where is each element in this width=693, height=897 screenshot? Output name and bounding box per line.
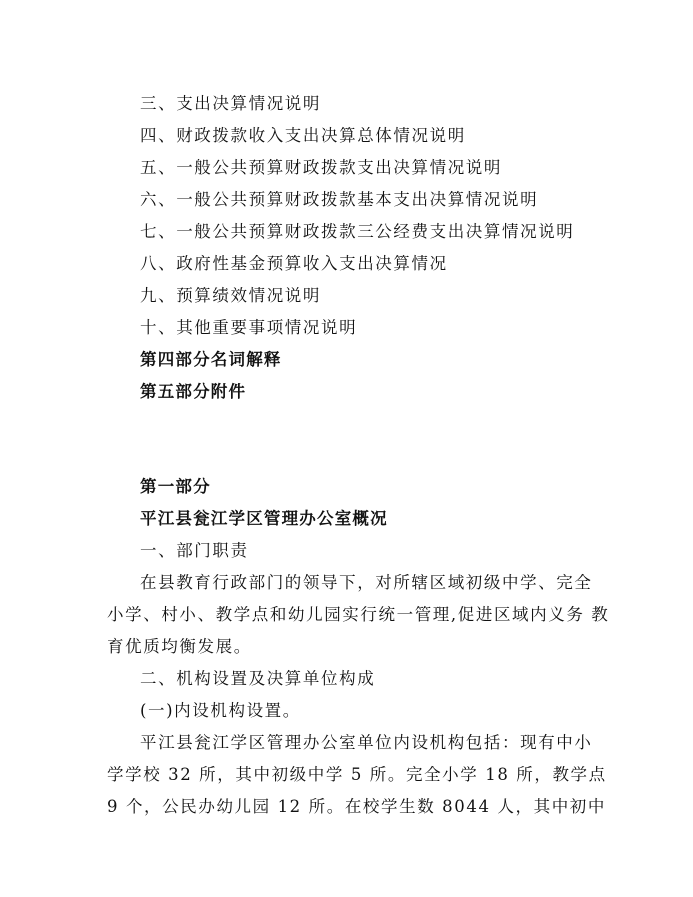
- section1-line-3: 育优质均衡发展。: [107, 637, 252, 656]
- sub1-line-1: 平江县瓮江学区管理办公室单位内设机构包括：现有中小: [140, 733, 593, 752]
- sub1-title: (一)内设机构设置。: [140, 701, 301, 720]
- section1-title: 一、部门职责: [140, 541, 249, 560]
- toc-item-5: 五、一般公共预算财政拨款支出决算情况说明: [140, 158, 502, 177]
- sub1-line-3: 9 个，公民办幼儿园 12 所。在校学生数 8044 人，其中初中: [107, 797, 607, 816]
- toc-item-4: 四、财政拨款收入支出决算总体情况说明: [140, 126, 466, 145]
- section1-line-1: 在县教育行政部门的领导下，对所辖区域初级中学、完全: [140, 573, 593, 592]
- part1-heading: 第一部分: [140, 477, 211, 496]
- toc-item-7: 七、一般公共预算财政拨款三公经费支出决算情况说明: [140, 222, 575, 241]
- toc-item-8: 八、政府性基金预算收入支出决算情况: [140, 254, 448, 273]
- section2-title: 二、机构设置及决算单位构成: [140, 669, 376, 688]
- toc-item-6: 六、一般公共预算财政拨款基本支出决算情况说明: [140, 190, 539, 209]
- toc-item-9: 九、预算绩效情况说明: [140, 286, 321, 305]
- toc-part-4: 第四部分名词解释: [140, 350, 282, 369]
- section1-line-2: 小学、村小、教学点和幼儿园实行统一管理,促进区域内义务 教: [107, 605, 610, 624]
- toc-item-10: 十、其他重要事项情况说明: [140, 318, 358, 337]
- sub1-line-2: 学学校 32 所，其中初级中学 5 所。完全小学 18 所，教学点: [107, 765, 607, 784]
- toc-part-5: 第五部分附件: [140, 382, 247, 401]
- toc-item-3: 三、支出决算情况说明: [140, 94, 321, 113]
- part1-subheading: 平江县瓮江学区管理办公室概况: [140, 509, 388, 528]
